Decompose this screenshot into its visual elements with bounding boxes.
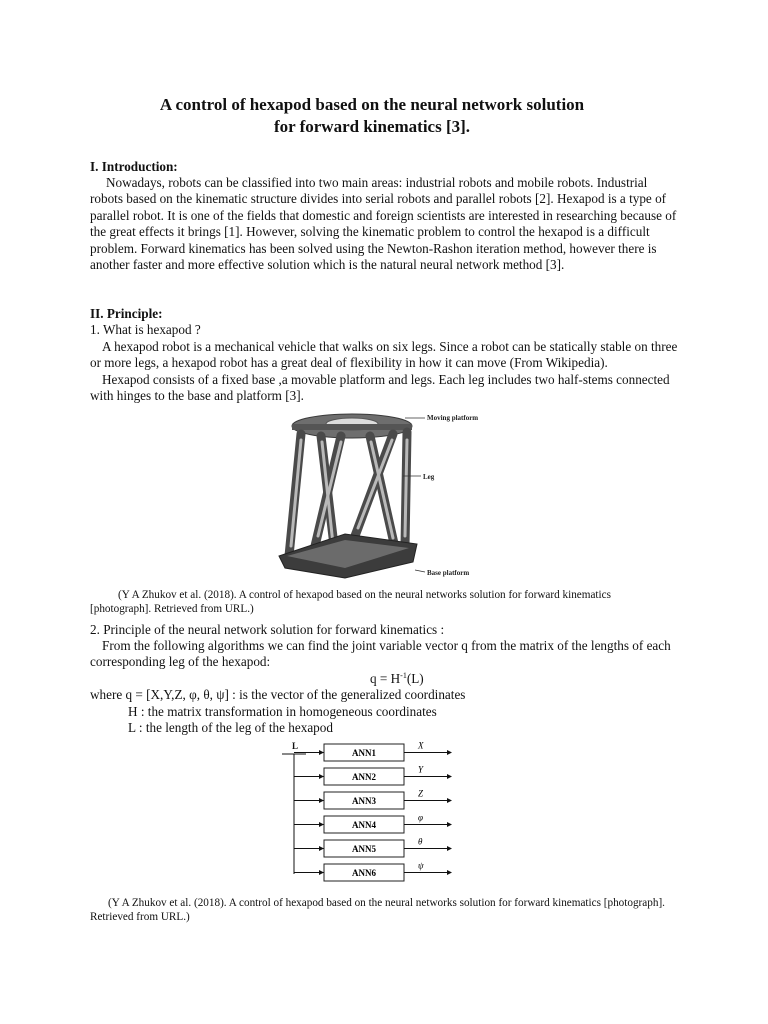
where-q: where q = [X,Y,Z, φ, θ, ψ] : is the vector of the generalized coordinates	[90, 687, 466, 702]
intro-heading: I. Introduction:	[90, 159, 178, 174]
principle-subheading-1: 1. What is hexapod ?	[90, 322, 201, 337]
ann-input-arrowhead	[319, 774, 324, 779]
hexapod-figure	[275, 406, 495, 580]
label-moving-platform: Moving platform	[427, 414, 479, 422]
ann-box-label: ANN5	[352, 844, 376, 854]
ann-output-label: ψ	[418, 860, 424, 871]
ann-input-arrowhead	[319, 750, 324, 755]
principle-paragraph-2: Hexapod consists of a fixed base ,a movable platform and legs. Each leg includes two half-stems connected with hinges to the base and platform [3].	[90, 372, 670, 404]
ann-output-arrowhead	[447, 750, 452, 755]
ann-input-arrowhead	[319, 870, 324, 875]
ann-output-arrowhead	[447, 822, 452, 827]
ann-input-arrowhead	[319, 822, 324, 827]
principle-heading: II. Principle:	[90, 306, 163, 321]
where-l: L : the length of the leg of the hexapod	[128, 720, 333, 735]
equation	[370, 671, 424, 687]
figure1-caption: (Y A Zhukov et al. (2018). A control of hexapod based on the neural networks solution for forward kinematics [photograph]. Retrieved from URL.)	[90, 589, 611, 615]
ann-diagram	[282, 738, 454, 890]
where-h: H : the matrix transformation in homogeneous coordinates	[128, 704, 437, 719]
figure2-caption: (Y A Zhukov et al. (2018). A control of hexapod based on the neural networks solution for forward kinematics [photograph]. Retrieved from URL.)	[90, 897, 665, 923]
ann-output-arrowhead	[447, 774, 452, 779]
document-title-line1: A control of hexapod based on the neural network solution	[159, 95, 585, 114]
intro-paragraph: Nowadays, robots can be classified into two main areas: industrial robots and mobile robots. Industrial robots based on the kinematic structure divides into serial robots and parallel robots [2]. Hexapod is a type of parallel robot. It is one of the fields that domestic and foreign scientists are interested in researching because of the great effects it brings [1]. However, solving the kinematic problem to control the hexapod is a difficult problem. Forward kinematics has been solved using the Newton-Rashon iteration method, however there is another faster and more effective solution which is the natural neural network method [3].	[90, 175, 677, 273]
ann-input-arrowhead	[319, 846, 324, 851]
ann-input-label: L	[292, 741, 299, 751]
document-title-line2: for forward kinematics [3].	[273, 117, 471, 136]
ann-box-label: ANN1	[352, 748, 376, 758]
ann-output-arrowhead	[447, 846, 452, 851]
label-base-platform: Base platform	[427, 569, 470, 577]
principle-paragraph-3: From the following algorithms we can find the joint variable vector q from the matrix of the lengths of each corresponding leg of the hexapod:	[90, 638, 671, 670]
ann-output-label: θ	[418, 836, 423, 847]
principle-subheading-2: 2. Principle of the neural network solution for forward kinematics :	[90, 622, 445, 637]
label-leg: Leg	[423, 473, 435, 481]
ann-output-label: X	[418, 740, 424, 751]
ann-box-label: ANN6	[352, 868, 376, 878]
equation-superscript: -1	[400, 671, 407, 680]
ann-output-label: φ	[418, 812, 423, 823]
ann-output-arrowhead	[447, 798, 452, 803]
ann-box-label: ANN2	[352, 772, 376, 782]
ann-input-arrowhead	[319, 798, 324, 803]
ann-output-label: Z	[418, 788, 424, 799]
equation-rhs: (L)	[406, 671, 424, 686]
ann-output-label: Y	[418, 764, 424, 775]
ann-output-arrowhead	[447, 870, 452, 875]
ann-box-label: ANN3	[352, 796, 376, 806]
principle-paragraph-1: A hexapod robot is a mechanical vehicle that walks on six legs. Since a robot can be statically stable on three or more legs, a hexapod robot has a great deal of flexibility in how it can move (From Wikipedia).	[90, 339, 678, 371]
ann-box-label: ANN4	[352, 820, 376, 830]
equation-lhs: q = H	[370, 671, 401, 686]
